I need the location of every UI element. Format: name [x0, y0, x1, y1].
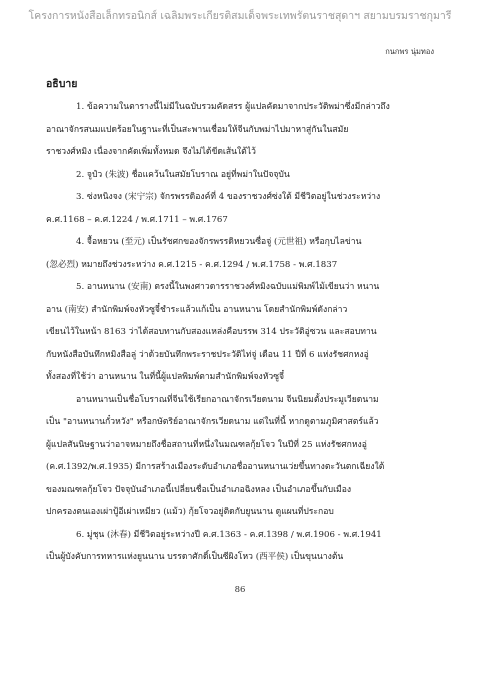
running-header: โครงการหนังสือเล็กทรอนิกส์ เฉลิมพระเกียรติสมเด็จพระเทพรัตนราชสุดาฯ สยามบรมราชกุมารี — [28, 10, 452, 22]
text-line: ราชวงศ์หมิง เนื่องจากคัดเพิ่มทั้งหมด จึงไม่ได้ขีดเส้นใต้ไว้ — [46, 147, 256, 157]
text-line: ทั้งสองที่ใช้ว่า อานหนาน ในที่นี้ผู้แปลพิมพ์ตามสำนักพิมพ์จงหัวซูจี๋ — [46, 372, 285, 382]
text-line: (忽必烈) หมายถึงช่วงระหว่าง ค.ศ.1215 - ค.ศ.1294 / พ.ศ.1758 - พ.ศ.1837 — [46, 259, 338, 270]
body-text — [46, 96, 438, 569]
text-line: 3. ซ่งหนิงจง (宋宁宗) จักรพรรดิองค์ที่ 4 ของราชวงศ์ซ่งใต้ มีชีวิตอยู่ในช่วงระหว่าง — [76, 192, 381, 202]
text-line: 6. มู่ชุน (沐春) มีชีวิตอยู่ระหว่างปี ค.ศ.1363 - ค.ศ.1398 / พ.ศ.1906 - พ.ศ.1941 — [76, 529, 382, 540]
author-name: กนกพร นุ่มทอง — [385, 47, 434, 56]
text-line: เป็นผู้บังคับการทหารแห่งยูนนาน บรรดาศักดิ์เป็นซีผิงโหว (西平侯) เป็นขุนนางต้น — [46, 552, 344, 562]
text-line: ของมณฑลกุ้ยโจว ปัจจุบันอำเภอนี้เปลี่ยนชื่อเป็นอำเภอฉิงหลง เป็นอำเภอขึ้นกับเมือง — [46, 484, 352, 495]
text-line: กับหนังสือบันทึกหมิงสือลู่ ว่าด้วยบันทึกพระราชประวัติไท่จู่ เดือน 11 ปีที่ 6 แห่งรัชศกหงอู่ — [46, 349, 369, 360]
text-line: ผู้แปลสันนิษฐานว่าอาจหมายถึงชื่อสถานที่หนึ่งในมณฑลกุ้ยโจว ในปีที่ 25 แห่งรัชศกหงอู่ — [46, 439, 367, 450]
text-line: อาณาจักรสนมแปดร้อยในฐานะที่เป็นสะพานเชื่อมให้จีนกับพม่าไปมาหาสู่กันในสมัย — [46, 124, 349, 135]
text-line: 2. จูป๋ว (朱波) ชื่อแคว้นในสมัยโบราณ อยู่ที่พม่าในปัจจุบัน — [76, 169, 290, 180]
text-line: (ค.ศ.1392/พ.ศ.1935) มีการสร้างเมืองระดับอำเภอชื่ออานหนานเว่ยขึ้นทางตะวันตกเฉียงใต้ — [46, 462, 385, 472]
page-number: 86 — [234, 585, 246, 595]
text-line: เขียนไว้ในหน้า 8163 ว่าได้สอบทานกับสองแหล่งคือบรรพ 314 ประวัติอู่ซวน และสอบทาน — [46, 327, 377, 337]
text-line: เป็น "อานหนานกั๋วหวัง" หรือกษัตริย์อาณาจักรเวียดนาม แต่ในที่นี้ หากดูตามภูมิศาสตร์แล้ว — [46, 417, 379, 427]
text-line: อาน (南安) สำนักพิมพ์จงหัวซูจี๋ชำระแล้วแก้เป็น อานหนาน โดยสำนักพิมพ์ดังกล่าว — [46, 304, 348, 315]
section-heading: อธิบาย — [46, 78, 78, 90]
text-line: ปกครองตนเองเผ่าปู้อีเผ่าเหมียว (แม้ว) กุ้ยโจวอยู่ติดกับยูนนาน ดูแผนที่ประกอบ — [46, 507, 334, 517]
text-line: 1. ข้อความในตารางนี้ไม่มีในฉบับรวมคัดสรร ผู้แปลคัดมาจากประวัติพม่าซึ่งมีกล่าวถึง — [76, 102, 390, 112]
text-line: ค.ศ.1168 – ค.ศ.1224 / พ.ศ.1711 – พ.ศ.1767 — [46, 214, 228, 225]
text-line: 5. อานหนาน (安南) ตรงนี้ในพงศาวดารราชวงศ์หมิงฉบับแม่พิมพ์ไม้เขียนว่า หนาน — [76, 282, 380, 292]
text-line: 4. จื้อหยวน (至元) เป็นรัชศกของจักรพรรดิหยวนซื่อจู่ (元世祖) หรือกุบไลข่าน — [76, 237, 362, 247]
text-line: อานหนานเป็นชื่อโบราณที่จีนใช้เรียกอาณาจักรเวียดนาม จีนนิยมตั้งประมูเวียดนาม — [76, 394, 379, 405]
